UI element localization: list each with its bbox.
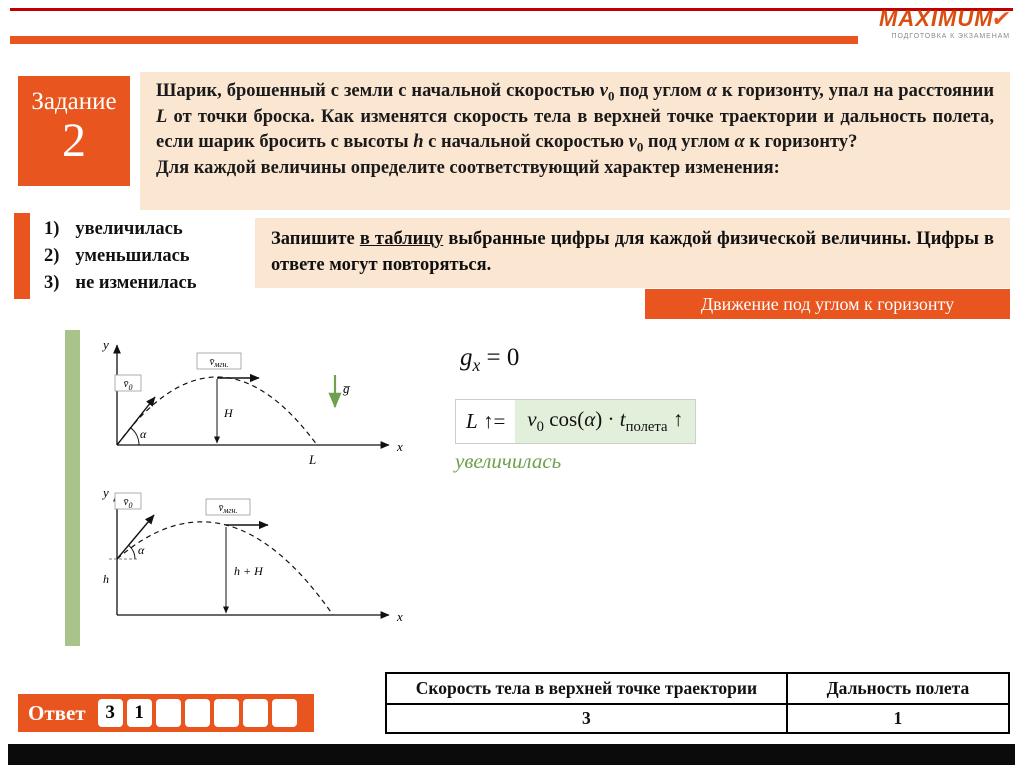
task-box — [18, 76, 130, 186]
answer-cell-6 — [243, 699, 268, 727]
logo-text: MAXIMUM — [879, 6, 994, 31]
answer-cell-1: 3 — [98, 699, 123, 727]
alpha-label: α — [138, 543, 145, 557]
option-item-2 — [44, 243, 254, 270]
logo-checkmark-icon: ✔ — [989, 6, 1012, 31]
option-label: увеличилась — [75, 219, 183, 239]
formula-range — [455, 399, 696, 444]
table-value-speed: 3 — [386, 704, 787, 733]
maximum-logo — [879, 6, 1010, 40]
option-number: 3) — [44, 273, 60, 293]
option-item-3 — [44, 270, 254, 297]
answer-table — [385, 672, 1010, 734]
answer-label: Ответ — [28, 700, 86, 725]
problem-text: Шарик, брошенный с земли с начальной скоростью $v_0$ под углом α к горизонту, упал на расстоянии L от точки броска. Как изменятся скорость тела в верхней точке траектории и дальность полета, если шарик бросить с высоты h с начальной скоростью $v_0$ под углом α к горизонту? — [156, 81, 995, 155]
option-label: уменьшилась — [75, 246, 190, 266]
instruction-box: Запишите в таблицу выбранные цифры для каждой физической величины. Цифры в ответе могут повторяться. — [255, 218, 1010, 288]
task-number: 2 — [62, 114, 86, 167]
task-label: Задание — [31, 88, 117, 115]
vmgn-label: v̄мгн. — [218, 503, 238, 515]
problem-instruction-line: Для каждой величины определите соответствующий характер изменения: — [156, 158, 780, 179]
diagram-trajectory-ground — [95, 333, 415, 473]
formula-range-highlight: $v_0$ $\cos(\alpha) \cdot t_{полета}$ ↑ — [515, 400, 695, 443]
y-axis-label: y — [103, 485, 109, 500]
topic-badge: Движение под углом к горизонту — [645, 289, 1010, 319]
option-number: 2) — [44, 246, 60, 266]
v0-label: $v̄_0$ — [123, 378, 133, 392]
option-number: 1) — [44, 219, 60, 239]
y-axis-label: y — [103, 337, 109, 352]
options-accent-bar — [14, 213, 30, 299]
option-label: не изменилась — [75, 273, 197, 293]
answer-cell-5 — [214, 699, 239, 727]
x-axis-label: x — [397, 439, 403, 454]
top-orange-line — [10, 36, 858, 44]
answer-cell-4 — [185, 699, 210, 727]
range-L-label: L — [309, 452, 317, 467]
height-H-label: H — [224, 406, 233, 420]
trajectory-path — [117, 522, 333, 615]
problem-box — [140, 72, 1010, 210]
height-hH-label: h + H — [234, 564, 263, 578]
answer-cell-2: 1 — [127, 699, 152, 727]
bottom-bar — [8, 744, 1015, 765]
option-item-1 — [44, 216, 254, 243]
formula-range-lhs: L ↑= — [456, 402, 515, 441]
options-list — [44, 216, 254, 297]
alpha-arc — [131, 428, 140, 445]
answer-cell-7 — [272, 699, 297, 727]
top-red-line — [10, 8, 1013, 11]
v0-arrow — [117, 397, 155, 445]
formula-gx: $g_x = 0$ — [460, 344, 520, 375]
diagrams-accent-bar — [65, 330, 80, 646]
gravity-label: g̅ — [343, 381, 350, 396]
answer-cell-3 — [156, 699, 181, 727]
v0-label: $v̄_0$ — [123, 496, 133, 510]
height-h-label: h — [103, 572, 109, 586]
table-header-speed: Скорость тела в верхней точке траектории — [386, 673, 787, 704]
alpha-label: α — [140, 427, 147, 441]
x-axis-label: x — [397, 609, 403, 624]
result-word: увеличилась — [455, 449, 562, 473]
table-value-range: 1 — [787, 704, 1009, 733]
table-header-range: Дальность полета — [787, 673, 1009, 704]
diagram-trajectory-height — [95, 483, 415, 643]
logo-subtitle: ПОДГОТОВКА К ЭКЗАМЕНАМ — [891, 33, 1010, 40]
vmgn-label: v̄мгн. — [209, 357, 229, 369]
answer-bar — [18, 694, 314, 732]
